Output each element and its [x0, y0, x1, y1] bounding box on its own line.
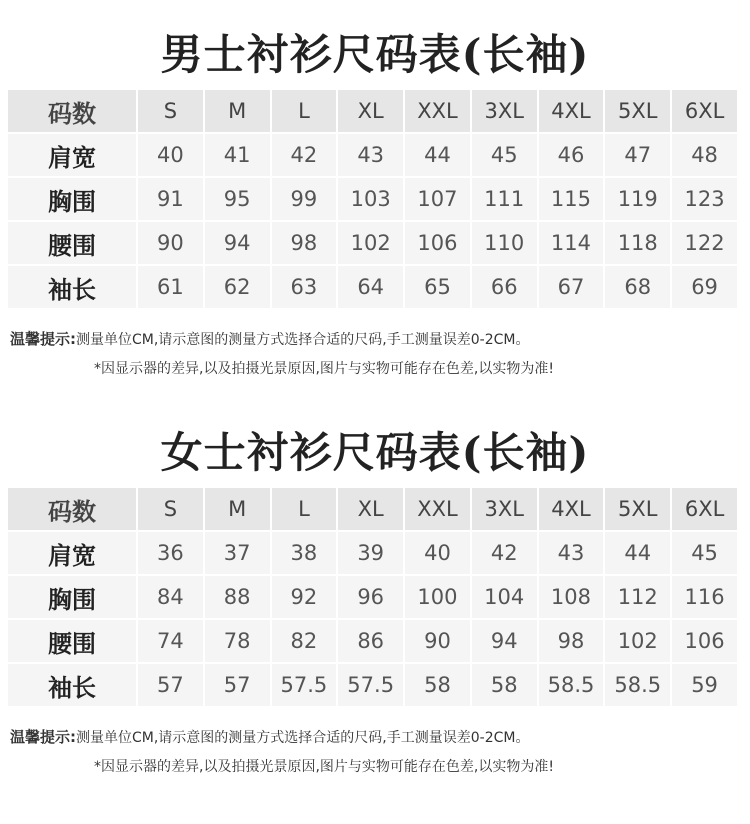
- table-cell: 65: [404, 265, 471, 309]
- table-cell: 57: [137, 663, 204, 707]
- women-size-table: [6, 486, 739, 708]
- table-cell: 90: [137, 221, 204, 265]
- header-cell: XXL: [404, 89, 471, 133]
- row-label: 胸围: [7, 177, 137, 221]
- table-cell: 91: [137, 177, 204, 221]
- table-cell: 58.5: [604, 663, 671, 707]
- header-cell: 码数: [7, 487, 137, 531]
- table-row: [7, 619, 738, 663]
- table-cell: 68: [604, 265, 671, 309]
- header-cell: S: [137, 89, 204, 133]
- header-cell: XL: [337, 487, 404, 531]
- table-cell: 110: [471, 221, 538, 265]
- table-cell: 66: [471, 265, 538, 309]
- tip-label: 温馨提示:: [10, 330, 76, 348]
- table-cell: 41: [204, 133, 271, 177]
- row-label: 胸围: [7, 575, 137, 619]
- table-cell: 102: [604, 619, 671, 663]
- table-cell: 57.5: [271, 663, 338, 707]
- table-cell: 82: [271, 619, 338, 663]
- row-label: 腰围: [7, 619, 137, 663]
- color-disclaimer: *因显示器的差异,以及拍摄光景原因,图片与实物可能存在色差,以实物为准!: [94, 361, 554, 377]
- table-cell: 44: [604, 531, 671, 575]
- table-cell: 102: [337, 221, 404, 265]
- header-cell: M: [204, 487, 271, 531]
- table-cell: 40: [404, 531, 471, 575]
- row-label: 袖长: [7, 265, 137, 309]
- table-cell: 45: [471, 133, 538, 177]
- tip-text: 测量单位CM,请示意图的测量方式选择合适的尺码,手工测量误差0-2CM。: [76, 730, 530, 746]
- table-cell: 86: [337, 619, 404, 663]
- table-cell: 111: [471, 177, 538, 221]
- table-cell: 42: [471, 531, 538, 575]
- table-cell: 37: [204, 531, 271, 575]
- measurement-tip: [10, 328, 529, 349]
- table-cell: 115: [538, 177, 605, 221]
- women-chart-title: 女士衬衫尺码表(长袖): [160, 428, 590, 477]
- table-cell: 122: [671, 221, 738, 265]
- table-cell: 59: [671, 663, 738, 707]
- table-cell: 57: [204, 663, 271, 707]
- table-cell: 78: [204, 619, 271, 663]
- table-cell: 42: [271, 133, 338, 177]
- table-cell: 38: [271, 531, 338, 575]
- header-cell: 6XL: [671, 89, 738, 133]
- header-cell: XXL: [404, 487, 471, 531]
- table-cell: 90: [404, 619, 471, 663]
- row-label: 袖长: [7, 663, 137, 707]
- table-row: [7, 531, 738, 575]
- table-cell: 106: [404, 221, 471, 265]
- header-cell: 5XL: [604, 89, 671, 133]
- table-cell: 62: [204, 265, 271, 309]
- table-cell: 98: [538, 619, 605, 663]
- table-row: [7, 663, 738, 707]
- table-cell: 112: [604, 575, 671, 619]
- table-cell: 107: [404, 177, 471, 221]
- table-cell: 39: [337, 531, 404, 575]
- table-cell: 118: [604, 221, 671, 265]
- table-cell: 67: [538, 265, 605, 309]
- row-label: 肩宽: [7, 133, 137, 177]
- header-cell: 4XL: [538, 89, 605, 133]
- color-disclaimer: *因显示器的差异,以及拍摄光景原因,图片与实物可能存在色差,以实物为准!: [94, 759, 554, 775]
- table-cell: 43: [337, 133, 404, 177]
- header-cell: 6XL: [671, 487, 738, 531]
- row-label: 肩宽: [7, 531, 137, 575]
- table-cell: 119: [604, 177, 671, 221]
- tip-label: 温馨提示:: [10, 728, 76, 746]
- table-row: [7, 265, 738, 309]
- table-cell: 96: [337, 575, 404, 619]
- table-cell: 92: [271, 575, 338, 619]
- table-row: [7, 575, 738, 619]
- table-row: [7, 133, 738, 177]
- table-cell: 94: [204, 221, 271, 265]
- header-cell: S: [137, 487, 204, 531]
- table-cell: 40: [137, 133, 204, 177]
- men-chart-title: 男士衬衫尺码表(长袖): [160, 30, 590, 79]
- table-cell: 46: [538, 133, 605, 177]
- table-cell: 116: [671, 575, 738, 619]
- table-cell: 69: [671, 265, 738, 309]
- table-cell: 48: [671, 133, 738, 177]
- table-cell: 57.5: [337, 663, 404, 707]
- table-cell: 84: [137, 575, 204, 619]
- header-cell: 码数: [7, 89, 137, 133]
- table-cell: 44: [404, 133, 471, 177]
- table-header-row: [7, 487, 738, 531]
- table-cell: 58: [404, 663, 471, 707]
- table-cell: 74: [137, 619, 204, 663]
- table-cell: 95: [204, 177, 271, 221]
- table-cell: 47: [604, 133, 671, 177]
- table-cell: 94: [471, 619, 538, 663]
- table-cell: 45: [671, 531, 738, 575]
- table-cell: 114: [538, 221, 605, 265]
- table-cell: 43: [538, 531, 605, 575]
- table-cell: 63: [271, 265, 338, 309]
- table-cell: 123: [671, 177, 738, 221]
- header-cell: 3XL: [471, 89, 538, 133]
- table-header-row: [7, 89, 738, 133]
- table-cell: 98: [271, 221, 338, 265]
- row-label: 腰围: [7, 221, 137, 265]
- table-cell: 58: [471, 663, 538, 707]
- header-cell: 5XL: [604, 487, 671, 531]
- header-cell: L: [271, 89, 338, 133]
- men-size-table: [6, 88, 739, 310]
- table-row: [7, 177, 738, 221]
- table-cell: 88: [204, 575, 271, 619]
- table-cell: 104: [471, 575, 538, 619]
- table-cell: 61: [137, 265, 204, 309]
- table-cell: 36: [137, 531, 204, 575]
- header-cell: M: [204, 89, 271, 133]
- header-cell: L: [271, 487, 338, 531]
- table-cell: 108: [538, 575, 605, 619]
- measurement-tip: [10, 726, 529, 747]
- table-row: [7, 221, 738, 265]
- table-cell: 106: [671, 619, 738, 663]
- tip-text: 测量单位CM,请示意图的测量方式选择合适的尺码,手工测量误差0-2CM。: [76, 332, 530, 348]
- table-cell: 100: [404, 575, 471, 619]
- table-cell: 99: [271, 177, 338, 221]
- table-cell: 103: [337, 177, 404, 221]
- header-cell: 3XL: [471, 487, 538, 531]
- header-cell: XL: [337, 89, 404, 133]
- table-cell: 58.5: [538, 663, 605, 707]
- header-cell: 4XL: [538, 487, 605, 531]
- table-cell: 64: [337, 265, 404, 309]
